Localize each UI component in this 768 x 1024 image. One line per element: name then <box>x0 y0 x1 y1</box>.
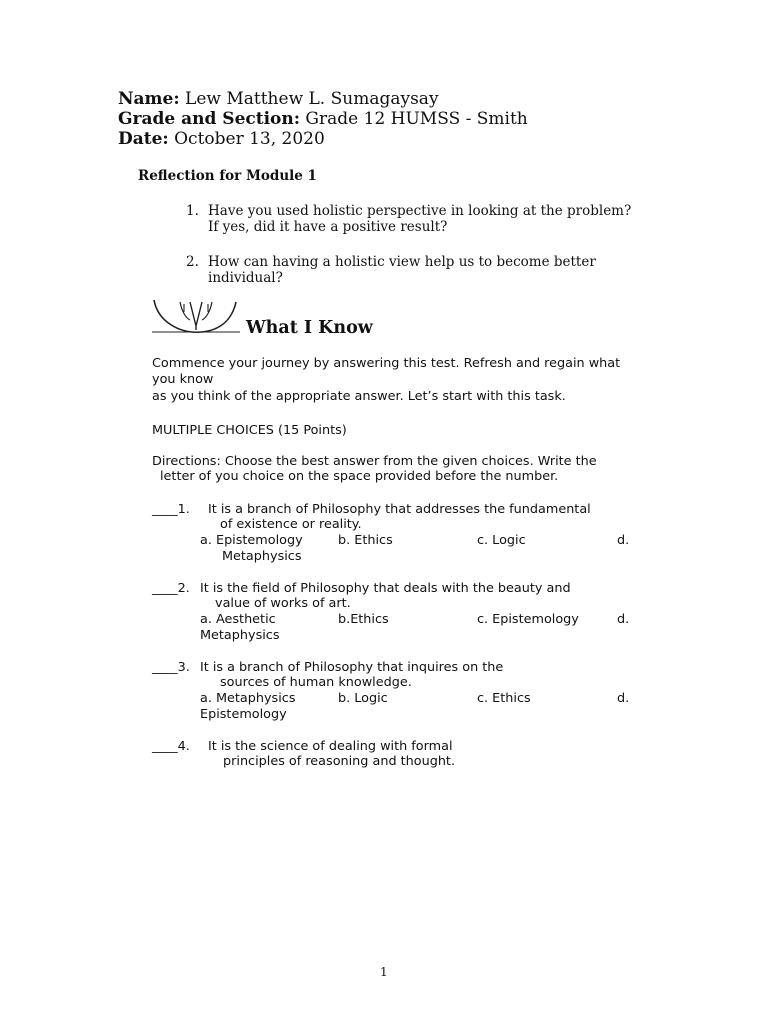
question-1-prefix: ____1. <box>152 502 190 517</box>
grade-line <box>118 109 528 129</box>
question-3-choice-d: d. <box>617 691 630 706</box>
question-2-line1: It is the field of Philosophy that deals with the beauty and <box>200 581 571 596</box>
question-1-line2: of existence or reality. <box>220 517 362 532</box>
question-2-choice-d-text: Metaphysics <box>200 628 280 643</box>
page-number: 1 <box>380 965 388 979</box>
question-1-choice-d: d. <box>617 533 630 548</box>
intro-line3: as you think of the appropriate answer. Let’s start with this task. <box>152 389 566 404</box>
question-3-line1: It is a branch of Philosophy that inquires on the <box>200 660 504 675</box>
date-line <box>118 129 325 149</box>
hand-writing-icon <box>150 298 242 338</box>
intro-line1: Commence your journey by answering this test. Refresh and regain what <box>152 356 621 371</box>
intro-line2: you know <box>152 372 214 387</box>
reflection-q2-line2: individual? <box>208 270 283 286</box>
question-4-line1: It is the science of dealing with formal <box>208 739 453 754</box>
name-label: Name: <box>118 89 180 109</box>
question-2-choice-d: d. <box>617 612 630 627</box>
name-line <box>118 89 439 109</box>
question-4-prefix: ____4. <box>152 739 190 754</box>
question-2-choice-c: c. Epistemology <box>477 612 579 627</box>
section-title: MULTIPLE CHOICES (15 Points) <box>152 423 347 438</box>
question-4-line2: principles of reasoning and thought. <box>223 754 456 769</box>
question-2-prefix: ____2. <box>152 581 190 596</box>
reflection-q1-line2: If yes, did it have a positive result? <box>208 219 448 235</box>
grade-value: Grade 12 HUMSS - Smith <box>300 109 528 129</box>
reflection-title: Reflection for Module 1 <box>138 168 317 184</box>
name-value: Lew Matthew L. Sumagaysay <box>179 89 439 109</box>
question-3-choice-c: c. Ethics <box>477 691 531 706</box>
directions-line1: Directions: Choose the best answer from the given choices. Write the <box>152 454 597 469</box>
question-3-line2: sources of human knowledge. <box>220 675 412 690</box>
date-value: October 13, 2020 <box>168 129 325 149</box>
question-3-choice-d-text: Epistemology <box>200 707 287 722</box>
what-i-know-title: What I Know <box>246 318 373 338</box>
reflection-q2-line1: How can having a holistic view help us to become better <box>208 254 596 270</box>
directions-line2: letter of you choice on the space provided before the number. <box>160 469 559 484</box>
reflection-q1-number: 1. <box>186 203 199 219</box>
question-1-choice-b: b. Ethics <box>338 533 393 548</box>
reflection-q1-line1: Have you used holistic perspective in looking at the problem? <box>208 203 632 219</box>
question-2-choice-a: a. Aesthetic <box>200 612 276 627</box>
question-1-choice-a: a. Epistemology <box>200 533 303 548</box>
question-1-line1: It is a branch of Philosophy that addresses the fundamental <box>208 502 591 517</box>
date-label: Date: <box>118 129 169 149</box>
question-3-choice-a: a. Metaphysics <box>200 691 296 706</box>
question-2-choice-b: b.Ethics <box>338 612 389 627</box>
reflection-q2-number: 2. <box>186 254 199 270</box>
question-2-line2: value of works of art. <box>215 596 351 611</box>
question-3-prefix: ____3. <box>152 660 190 675</box>
question-1-choice-c: c. Logic <box>477 533 526 548</box>
grade-label: Grade and Section: <box>118 109 301 129</box>
question-3-choice-b: b. Logic <box>338 691 388 706</box>
question-1-choice-d-text: Metaphysics <box>222 549 302 564</box>
